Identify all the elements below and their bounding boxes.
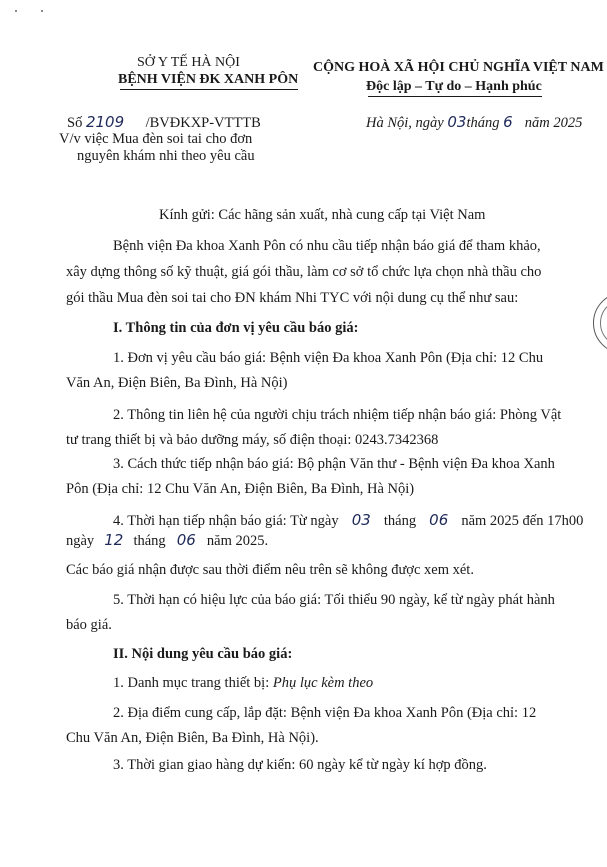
section2-item1-label: 1. Danh mục trang thiết bị:	[113, 675, 270, 691]
item4-month-to: 06	[176, 531, 196, 549]
doc-number-prefix: Số	[67, 115, 83, 131]
item4-month-from: 06	[429, 511, 449, 529]
item4-year-end: năm 2025.	[206, 533, 269, 549]
agency-name: SỞ Y TẾ HÀ NỘI	[137, 55, 240, 70]
section1-title: I. Thông tin của đơn vị yêu cầu báo giá:	[113, 320, 359, 336]
section1-item1-line1: 1. Đơn vị yêu cầu báo giá: Bệnh viện Đa khoa Xanh Pôn (Địa chỉ: 12 Chu	[113, 350, 544, 366]
section2-item3: 3. Thời gian giao hàng dự kiến: 60 ngày kể từ ngày kí hợp đồng.	[113, 757, 487, 773]
item4-from-label: 4. Thời hạn tiếp nhận báo giá: Từ ngày	[113, 513, 339, 529]
late-quotes-note: Các báo giá nhận được sau thời điểm nêu trên sẽ không được xem xét.	[66, 562, 474, 578]
date-month: 6	[503, 113, 513, 131]
hospital-name: BỆNH VIỆN ĐK XANH PÔN	[118, 72, 299, 87]
intro-line2: xây dựng thông số kỹ thuật, giá gói thầu, làm cơ sở tổ chức lựa chọn nhà thầu cho	[66, 264, 542, 280]
item4-month-label: tháng	[383, 513, 417, 529]
hospital-name-underline	[120, 89, 298, 90]
section2-item2-line2: Chu Văn An, Điện Biên, Ba Đình, Hà Nội).	[66, 730, 319, 746]
item4-day-to-label: ngày	[66, 533, 95, 549]
national-title: CỘNG HOÀ XÃ HỘI CHỦ NGHĨA VIỆT NAM	[313, 60, 604, 75]
date-prefix: Hà Nội, ngày	[366, 115, 444, 131]
section2-item2-line1: 2. Địa điểm cung cấp, lắp đặt: Bệnh viện Đa khoa Xanh Pôn (Địa chỉ: 12	[113, 705, 537, 721]
section2-title: II. Nội dung yêu cầu báo giá:	[113, 646, 293, 662]
motto-underline	[368, 96, 542, 97]
section1-item4-line2	[66, 531, 268, 550]
section1-item1-line2: Văn An, Điện Biên, Ba Đình, Hà Nội)	[66, 375, 288, 391]
doc-number-line	[67, 113, 261, 132]
intro-line3: gói thầu Mua đèn soi tai cho ĐN khám Nhi TYC với nội dung cụ thể như sau:	[66, 290, 519, 306]
scan-speck	[41, 10, 43, 12]
section1-item3-line2: Pôn (Địa chỉ: 12 Chu Văn An, Điện Biên, Ba Đình, Hà Nội)	[66, 481, 415, 497]
item4-month-to-label: tháng	[133, 533, 166, 549]
section2-item1-value: Phụ lục kèm theo	[272, 675, 374, 691]
doc-subject-line2: nguyên khám nhi theo yêu cầu	[77, 148, 255, 164]
section1-item5-line1: 5. Thời hạn có hiệu lực của báo giá: Tối thiểu 90 ngày, kể từ ngày phát hành	[113, 592, 555, 608]
scan-speck	[15, 10, 17, 12]
item4-year-to-time: năm 2025 đến 17h00	[461, 513, 584, 529]
addressee: Kính gửi: Các hãng sản xuất, nhà cung cấp tại Việt Nam	[159, 207, 486, 223]
section1-item4-line1	[113, 511, 583, 530]
doc-number-suffix: /BVĐKXP-VTTTB	[145, 115, 261, 131]
section1-item2-line1: 2. Thông tin liên hệ của người chịu trách nhiệm tiếp nhận báo giá: Phòng Vật	[113, 407, 562, 423]
intro-line1: Bệnh viện Đa khoa Xanh Pôn có nhu cầu tiếp nhận báo giá để tham khảo,	[113, 238, 541, 254]
doc-subject-line1: V/v việc Mua đèn soi tai cho đơn	[59, 131, 253, 147]
section1-item2-line2: tư trang thiết bị và bảo dưỡng máy, số điện thoại: 0243.7342368	[66, 432, 439, 448]
date-day: 03	[447, 113, 467, 131]
national-motto: Độc lập – Tự do – Hạnh phúc	[366, 79, 542, 94]
date-line	[366, 113, 582, 132]
date-year: năm 2025	[524, 115, 583, 131]
item4-day-to: 12	[104, 531, 124, 549]
section1-item3-line1: 3. Cách thức tiếp nhận báo giá: Bộ phận Văn thư - Bệnh viện Đa khoa Xanh	[113, 456, 555, 472]
section1-item5-line2: báo giá.	[66, 617, 112, 633]
doc-number-handwritten: 2109	[85, 113, 125, 131]
section2-item1	[113, 675, 373, 692]
item4-day-from: 03	[351, 511, 371, 529]
date-month-label: tháng	[466, 115, 500, 131]
